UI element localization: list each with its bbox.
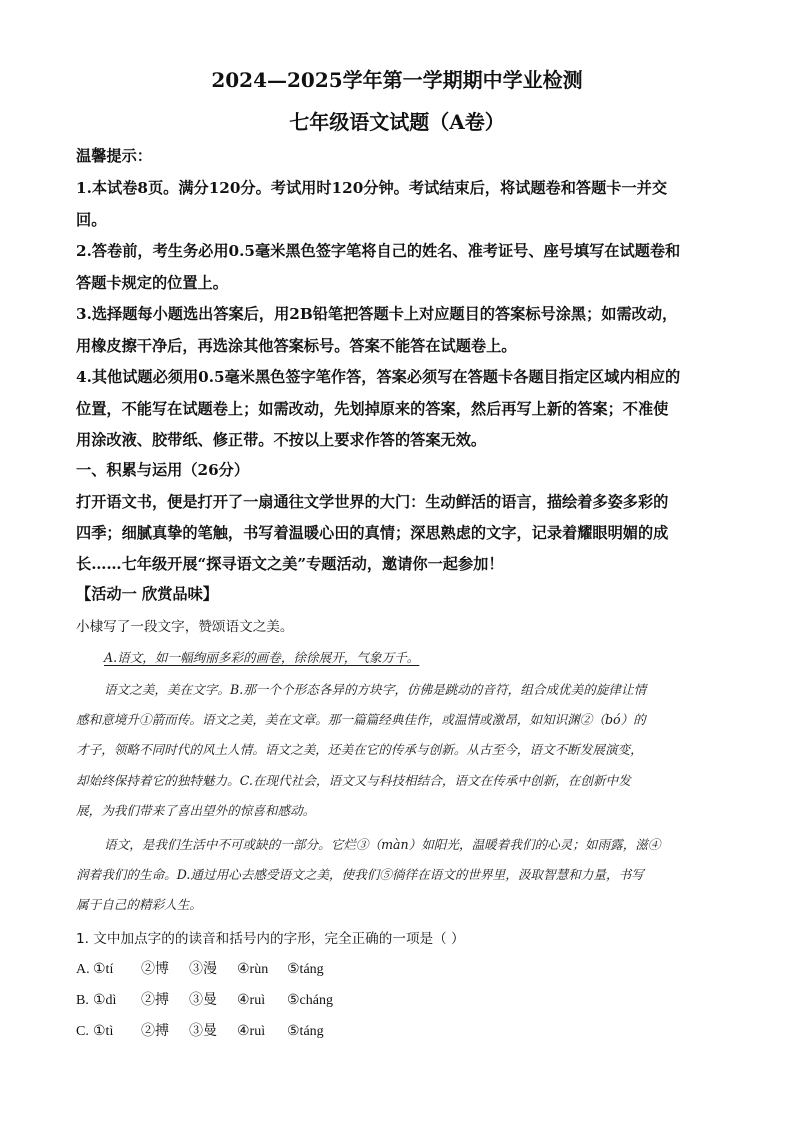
option-label: A. xyxy=(76,962,90,977)
question-stem: 1. 文中加点字的的读音和括号内的字形，完全正确的一项是（ ） xyxy=(76,931,465,947)
option-item: ②博 xyxy=(141,962,169,977)
notice-line: 用涂改液、胶带纸、修正带。不按以上要求作答的答案无效。 xyxy=(76,431,487,449)
option-item: ①tì xyxy=(93,1024,114,1039)
option-item: ④ruì xyxy=(237,993,266,1008)
passage-line: 才子，领略不同时代的风土人情。语文之美，还美在它的传承与创新。从古至今，语文不断发展演变， xyxy=(76,742,643,757)
option-item: ①dì xyxy=(93,993,117,1008)
passage-line: 感和意境升①箭而传。语文之美，美在文章。那一篇篇经典佳作，或温情或激昂，如知识渊②（bó）的 xyxy=(76,712,646,727)
option-item: ③曼 xyxy=(189,993,217,1008)
notice-line: 位置，不能写在试题卷上；如需改动，先划掉原来的答案，然后再写上新的答案；不准使 xyxy=(76,400,669,418)
section-intro-line: 打开语文书，便是打开了一扇通往文学世界的大门：生动鲜活的语言，描绘着多姿多彩的 xyxy=(76,493,669,511)
section-heading: 一、积累与运用（26分） xyxy=(76,461,250,479)
option-a xyxy=(76,958,324,978)
option-item: ⑤cháng xyxy=(287,993,333,1008)
option-item: ②搏 xyxy=(141,1024,169,1039)
notice-line: 回。 xyxy=(76,211,107,229)
passage-line: 润着我们的生命。D.通过用心去感受语文之美，使我们⑤徜徉在语文的世界里，汲取智慧和力量，书写 xyxy=(76,867,644,882)
notice-line: 3.选择题每小题选出答案后，用2B铅笔把答题卡上对应题目的答案标号涂黑；如需改动， xyxy=(76,305,678,323)
passage-line: 语文之美，美在文字。B.那一个个形态各异的方块字，仿佛是跳动的音符，组合成优美的旋律让情 xyxy=(104,682,647,697)
option-item: ④rùn xyxy=(237,962,269,977)
passage-line: 属于自己的精彩人生。 xyxy=(76,897,202,912)
option-item: ③漫 xyxy=(189,962,217,977)
option-label: B. xyxy=(76,993,89,1008)
option-item: ⑤táng xyxy=(287,962,324,977)
section-intro-line: 长……七年级开展“探寻语文之美”专题活动，邀请你一起参加！ xyxy=(76,555,504,573)
notice-line: 2.答卷前，考生务必用0.5毫米黑色签字笔将自己的姓名、准考证号、座号填写在试题卷和 xyxy=(76,242,681,260)
option-b xyxy=(76,989,333,1009)
activity-heading: 【活动一 欣赏品味】 xyxy=(76,585,218,603)
notice-line: 1.本试卷8页。满分120分。考试用时120分钟。考试结束后，将试题卷和答题卡一并交 xyxy=(76,179,668,197)
option-item: ①tí xyxy=(93,962,114,977)
notice-heading: 温馨提示： xyxy=(76,147,152,165)
option-item: ④ruì xyxy=(237,1024,266,1039)
notice-line: 答题卡规定的位置上。 xyxy=(76,274,228,292)
exam-title: 2024—2025学年第一学期期中学业检测 xyxy=(211,68,583,92)
option-item: ②搏 xyxy=(141,993,169,1008)
passage-line: 却始终保持着它的独特魅力。C.在现代社会，语文又与科技相结合，语文在传承中创新，在创新中发 xyxy=(76,773,631,788)
section-intro-line: 四季；细腻真挚的笔触，书写着温暖心田的真情；深思熟虑的文字，记录着耀眼明媚的成 xyxy=(76,524,669,542)
option-c xyxy=(76,1020,324,1040)
activity-prompt: 小棣写了一段文字，赞颂语文之美。 xyxy=(76,619,294,635)
exam-subtitle: 七年级语文试题（A卷） xyxy=(289,110,505,134)
option-item: ⑤táng xyxy=(287,1024,324,1039)
passage-line: 语文，是我们生活中不可或缺的一部分。它烂③（màn）如阳光，温暖着我们的心灵；如雨露，滋④ xyxy=(104,837,661,852)
option-label: C. xyxy=(76,1024,89,1039)
passage-line: A.语文，如一幅绚丽多彩的画卷，徐徐展开，气象万千。 xyxy=(104,650,420,665)
notice-line: 用橡皮擦干净后，再选涂其他答案标号。答案不能答在试题卷上。 xyxy=(76,337,517,355)
passage-line: 展，为我们带来了喜出望外的惊喜和感动。 xyxy=(76,803,316,818)
option-item: ③曼 xyxy=(189,1024,217,1039)
notice-line: 4.其他试题必须用0.5毫米黑色签字笔作答，答案必须写在答题卡各题目指定区域内相应的 xyxy=(76,368,681,386)
